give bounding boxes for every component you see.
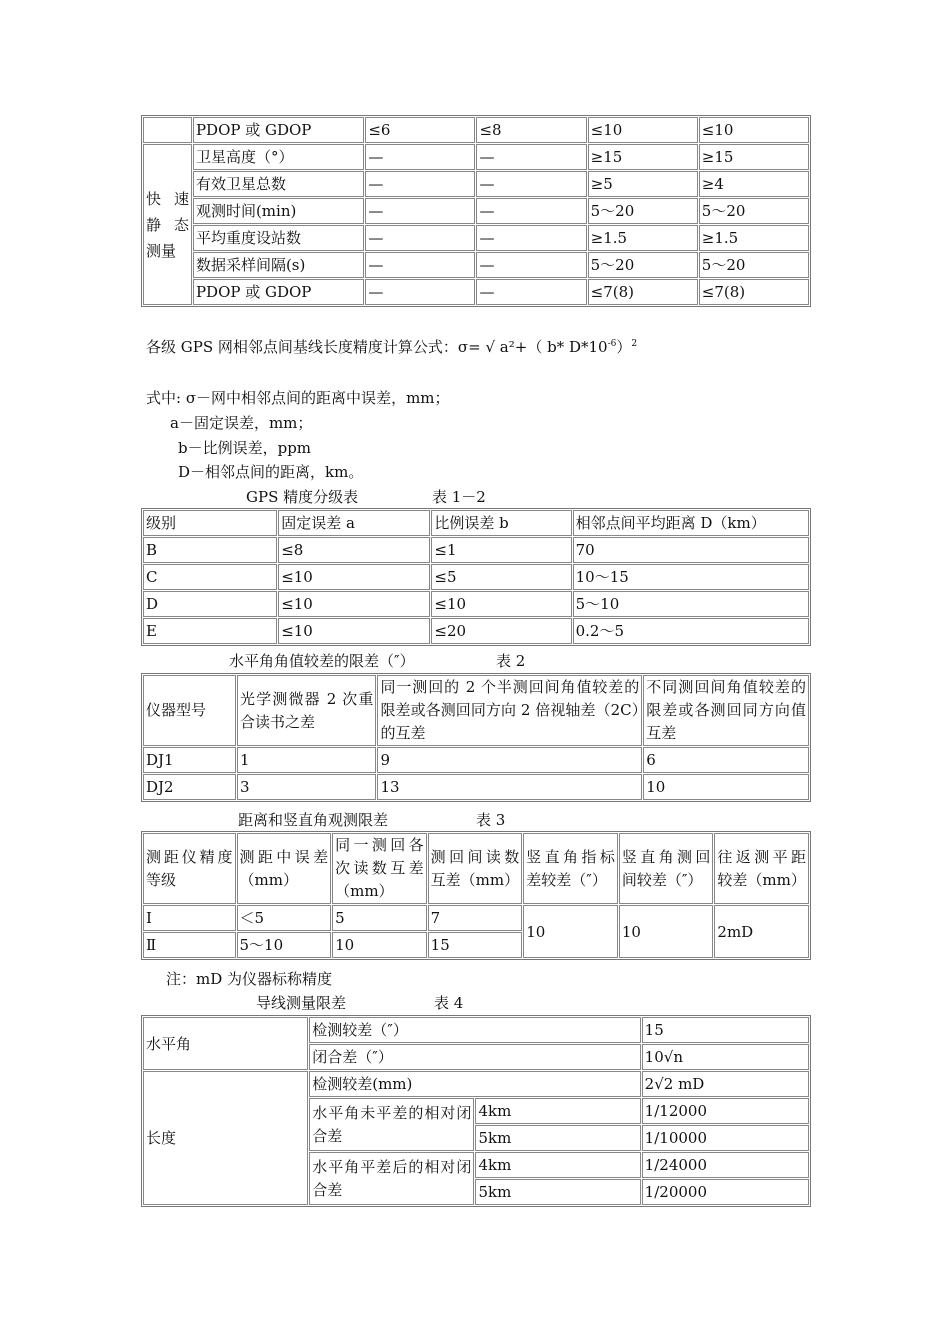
table-header-cell: 光学测微器 2 次重合读书之差: [237, 675, 376, 746]
table-cell: —: [365, 279, 475, 305]
table-cell: ≤10: [588, 117, 698, 143]
table-cell: DJ2: [143, 774, 236, 800]
table-row: [143, 252, 809, 278]
table-gps-precision: [141, 508, 811, 646]
table-row: [143, 747, 809, 773]
table-cell: 观测时间(min): [193, 198, 364, 224]
table-cell: ≥4: [699, 171, 809, 197]
table-traverse-tolerance: [141, 1015, 811, 1207]
table-cell: [143, 117, 192, 143]
table-row: [143, 117, 809, 143]
table-cell: 2√2 mD: [642, 1071, 809, 1097]
table-cell: 水平角未平差的相对闭合差: [309, 1098, 474, 1151]
formula-text: 各级 GPS 网相邻点间基线长度精度计算公式：σ= √ a²+（ b* D*10: [146, 338, 608, 356]
table-cell: —: [365, 198, 475, 224]
table-row: [143, 833, 809, 904]
table-cell: ≥1.5: [699, 225, 809, 251]
table-cell: B: [143, 537, 277, 563]
table-number: 表 3: [476, 811, 506, 829]
table-cell: 15: [642, 1017, 809, 1043]
table-row: [143, 1017, 809, 1043]
table-header-cell: 仪器型号: [143, 675, 236, 746]
table-cell: 1/10000: [642, 1125, 809, 1151]
table-cell: 卫星高度（°）: [193, 144, 364, 170]
table-header-cell: 测距仪精度等级: [143, 833, 236, 904]
table-number: 表 4: [434, 994, 464, 1012]
table-cell: ≤6: [365, 117, 475, 143]
table-row: [143, 279, 809, 305]
table-cell: ≤7(8): [699, 279, 809, 305]
table-row: [143, 537, 809, 563]
table-cell: 5～10: [573, 591, 809, 617]
table-cell: 水平角: [143, 1017, 308, 1070]
table-cell: ≤10: [278, 618, 430, 644]
table-cell: 10～15: [573, 564, 809, 590]
formula-line: [146, 336, 637, 357]
table-cell: ≤10: [699, 117, 809, 143]
table-row: [143, 618, 809, 644]
table-cell: 5～20: [699, 252, 809, 278]
table-cell: 闭合差（″）: [309, 1044, 640, 1070]
table-cell: 4km: [475, 1152, 640, 1178]
table-row: [143, 144, 809, 170]
table-number: 表 2: [496, 652, 526, 670]
table-cell: 5～20: [588, 252, 698, 278]
table-caption: 水平角角值较差的限差（″）: [229, 652, 415, 670]
table-cell: 1: [237, 747, 376, 773]
table-header-cell: 不同测回间角值较差的限差或各测回同方向值互差: [643, 675, 809, 746]
table-cell: ≥15: [588, 144, 698, 170]
table-distance-vertical-angle: [141, 831, 811, 960]
table-horizontal-angle-tolerance: [141, 673, 811, 802]
table-cell: ≤7(8): [588, 279, 698, 305]
formula-tail: ）: [616, 338, 632, 356]
table-cell: ≥5: [588, 171, 698, 197]
table-row: [143, 1071, 809, 1097]
table-cell: 5: [332, 905, 427, 931]
table-cell: 1/20000: [642, 1179, 809, 1205]
table-caption: GPS 精度分级表: [246, 488, 359, 506]
table-cell: 13: [377, 774, 642, 800]
table-cell: ≤20: [431, 618, 571, 644]
table-row: [143, 774, 809, 800]
table-cell: 水平角平差后的相对闭合差: [309, 1152, 474, 1205]
table-cell: —: [476, 171, 586, 197]
table-cell: 检测较差(mm): [309, 1071, 640, 1097]
table-row: [143, 171, 809, 197]
table-cell: 7: [428, 905, 523, 931]
table-cell: 10: [619, 905, 714, 958]
table-cell: —: [476, 279, 586, 305]
table-cell: —: [365, 171, 475, 197]
table-cell: 10√n: [642, 1044, 809, 1070]
table-cell: C: [143, 564, 277, 590]
table-cell: PDOP 或 GDOP: [193, 117, 364, 143]
table-row: [143, 675, 809, 746]
note-line: b－比例误差，ppm: [178, 439, 312, 457]
table-cell: 15: [428, 932, 523, 958]
table-header-cell: 测距中误差（mm）: [237, 833, 332, 904]
note-line: a－固定误差，mm；: [170, 414, 313, 432]
table-gps-observation: [141, 115, 811, 307]
table-cell: ≥15: [699, 144, 809, 170]
table-cell: ≥1.5: [588, 225, 698, 251]
table-cell: 5km: [475, 1179, 640, 1205]
table-cell: —: [476, 144, 586, 170]
table-cell: 0.2～5: [573, 618, 809, 644]
table-cell: D: [143, 591, 277, 617]
fast-static-text: 快 速 静 态 测量: [146, 189, 189, 260]
table-cell: ＜5: [237, 905, 332, 931]
table-cell: DJ1: [143, 747, 236, 773]
table-cell: Ⅰ: [143, 905, 236, 931]
table-cell: 10: [332, 932, 427, 958]
fast-static-label: [143, 144, 192, 305]
table-header-cell: 相邻点间平均距离 D（km）: [573, 510, 809, 536]
table-cell: 70: [573, 537, 809, 563]
table-cell: —: [476, 225, 586, 251]
table-header-cell: 测回间读数互差（mm）: [428, 833, 523, 904]
table-cell: ≤8: [278, 537, 430, 563]
table-cell: 有效卫星总数: [193, 171, 364, 197]
formula-exponent: -6: [607, 339, 617, 349]
table-cell: —: [476, 198, 586, 224]
table-row: [143, 564, 809, 590]
table-cell: 4km: [475, 1098, 640, 1124]
table-row: [143, 198, 809, 224]
table-cell: 6: [643, 747, 809, 773]
table-cell: —: [365, 144, 475, 170]
table-cell: PDOP 或 GDOP: [193, 279, 364, 305]
table-row: [143, 591, 809, 617]
table-cell: 1/12000: [642, 1098, 809, 1124]
table-cell: 平均重度设站数: [193, 225, 364, 251]
table-cell: ≤10: [431, 591, 571, 617]
table-header-cell: 同一测回的 2 个半测回间角值较差的限差或各测回同方向 2 倍视轴差（2C）的互差: [377, 675, 642, 746]
table-cell: 10: [643, 774, 809, 800]
table-header-cell: 竖直角测回间较差（″）: [619, 833, 714, 904]
note-line: 式中: σ－网中相邻点间的距离中误差，mm；: [146, 389, 450, 407]
note-line: D－相邻点间的距离，km。: [178, 463, 364, 481]
table-cell: ≤8: [476, 117, 586, 143]
table-cell: ≤5: [431, 564, 571, 590]
table-row: [143, 510, 809, 536]
table-cell: ≤1: [431, 537, 571, 563]
table-cell: 5～20: [588, 198, 698, 224]
table-cell: —: [476, 252, 586, 278]
table-number: 表 1－2: [432, 488, 486, 506]
formula-square: 2: [631, 339, 638, 349]
table-cell: 长度: [143, 1071, 308, 1205]
table-cell: E: [143, 618, 277, 644]
table-cell: 1/24000: [642, 1152, 809, 1178]
table-header-cell: 往返测平距较差（mm）: [714, 833, 809, 904]
table-cell: —: [365, 252, 475, 278]
table-caption: 导线测量限差: [256, 994, 347, 1012]
table-cell: 2mD: [714, 905, 809, 958]
table-header-cell: 同一测回各次读数互差（mm）: [332, 833, 427, 904]
table-cell: 10: [523, 905, 618, 958]
table-cell: 9: [377, 747, 642, 773]
table-row: [143, 225, 809, 251]
table-header-cell: 竖直角指标差较差（″）: [523, 833, 618, 904]
table-note: 注：mD 为仪器标称精度: [166, 970, 333, 988]
table-header-cell: 固定误差 a: [278, 510, 430, 536]
table-cell: 3: [237, 774, 376, 800]
table-cell: Ⅱ: [143, 932, 236, 958]
table-caption: 距离和竖直角观测限差: [238, 811, 389, 829]
table-cell: ≤10: [278, 591, 430, 617]
table-header-cell: 级别: [143, 510, 277, 536]
table-row: [143, 905, 809, 931]
table-cell: 5～20: [699, 198, 809, 224]
table-cell: 检测较差（″）: [309, 1017, 640, 1043]
table-header-cell: 比例误差 b: [431, 510, 571, 536]
table-cell: —: [365, 225, 475, 251]
table-cell: 5～10: [237, 932, 332, 958]
table-cell: 5km: [475, 1125, 640, 1151]
table-cell: 数据采样间隔(s): [193, 252, 364, 278]
table-cell: ≤10: [278, 564, 430, 590]
